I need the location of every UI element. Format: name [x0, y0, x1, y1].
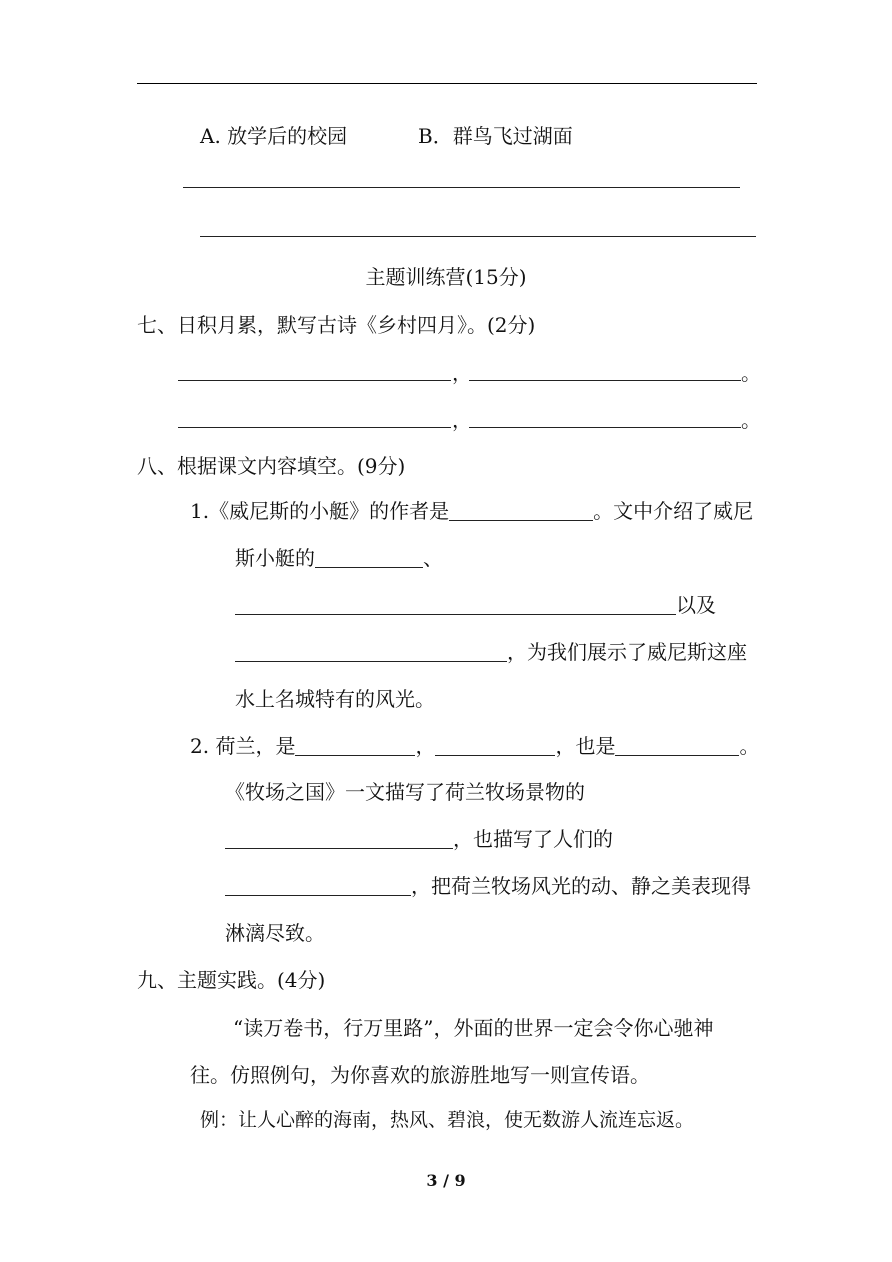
q8-item1-line4 [235, 640, 747, 664]
q8-item1-line3 [235, 593, 716, 617]
q8-item1-text: 以及 [676, 593, 716, 617]
question-7-heading: 七、日积月累，默写古诗《乡村四月》。(2分) [137, 313, 536, 337]
poem-line-1b-blank[interactable] [469, 380, 741, 381]
holland-blank-1[interactable] [295, 735, 415, 756]
option-b: B．群鸟飞过湖面 [418, 124, 573, 148]
poem-line-1a-blank[interactable] [178, 380, 451, 381]
q8-item2-text: ，也是 [555, 734, 616, 758]
q8-item1-line2 [235, 546, 443, 570]
q8-item1-text: ，为我们展示了威尼斯这座 [507, 640, 747, 664]
scenery-blank[interactable] [225, 828, 453, 849]
q8-item1-text: 1.《威尼斯的小艇》的作者是 [190, 499, 450, 523]
q8-item2-line5: 淋漓尽致。 [225, 921, 325, 945]
q8-item2-line4 [225, 874, 751, 898]
poem-line-2a-blank[interactable] [178, 427, 451, 428]
answer-line[interactable] [183, 187, 740, 188]
q8-item1-text: 、 [423, 546, 443, 570]
q8-item2-line2: 《牧场之国》一文描写了荷兰牧场景物的 [225, 780, 585, 804]
author-blank[interactable] [449, 500, 593, 521]
holland-blank-2[interactable] [435, 735, 555, 756]
question-9-heading: 九、主题实践。(4分) [137, 968, 326, 992]
poem-comma: ， [452, 408, 472, 432]
q8-item1-line5: 水上名城特有的风光。 [235, 687, 435, 711]
q8-item2-text: ， [415, 734, 436, 758]
q8-item1-text: 。文中介绍了威尼 [593, 499, 754, 523]
poem-period: 。 [741, 408, 761, 432]
question-8-heading: 八、根据课文内容填空。(9分) [137, 454, 406, 478]
poem-comma: ， [452, 361, 472, 385]
section-title: 主题训练营(15分) [365, 265, 527, 289]
header-rule [137, 83, 757, 84]
q9-paragraph-line2: 往。仿照例句，为你喜欢的旅游胜地写一则宣传语。 [190, 1063, 650, 1087]
q8-item1-line1 [190, 499, 753, 523]
q8-item2-text: 。 [739, 734, 760, 758]
q8-item2-line3 [225, 827, 613, 851]
option-a: A. 放学后的校园 [200, 124, 348, 148]
q8-item2-text: ，把荷兰牧场风光的动、静之美表现得 [411, 874, 751, 898]
q8-item2-line1 [190, 734, 759, 758]
poem-line-2b-blank[interactable] [469, 427, 741, 428]
poem-period: 。 [741, 361, 761, 385]
q9-paragraph-line1: “读万卷书，行万里路”，外面的世界一定会令你心驰神 [233, 1016, 714, 1040]
people-blank[interactable] [225, 875, 411, 896]
holland-blank-3[interactable] [615, 735, 739, 756]
boat-detail-blank[interactable] [235, 641, 507, 662]
boat-detail-blank[interactable] [235, 594, 676, 615]
q8-item2-text: 2. 荷兰，是 [190, 734, 296, 758]
q9-example: 例：让人心醉的海南，热风、碧浪，使无数游人流连忘返。 [200, 1109, 695, 1131]
page-number: 3 / 9 [426, 1171, 466, 1190]
q8-item1-text: 斯小艇的 [235, 546, 315, 570]
answer-line[interactable] [200, 236, 756, 237]
q8-item2-text: ，也描写了人们的 [453, 827, 613, 851]
boat-feature-blank[interactable] [315, 547, 423, 568]
